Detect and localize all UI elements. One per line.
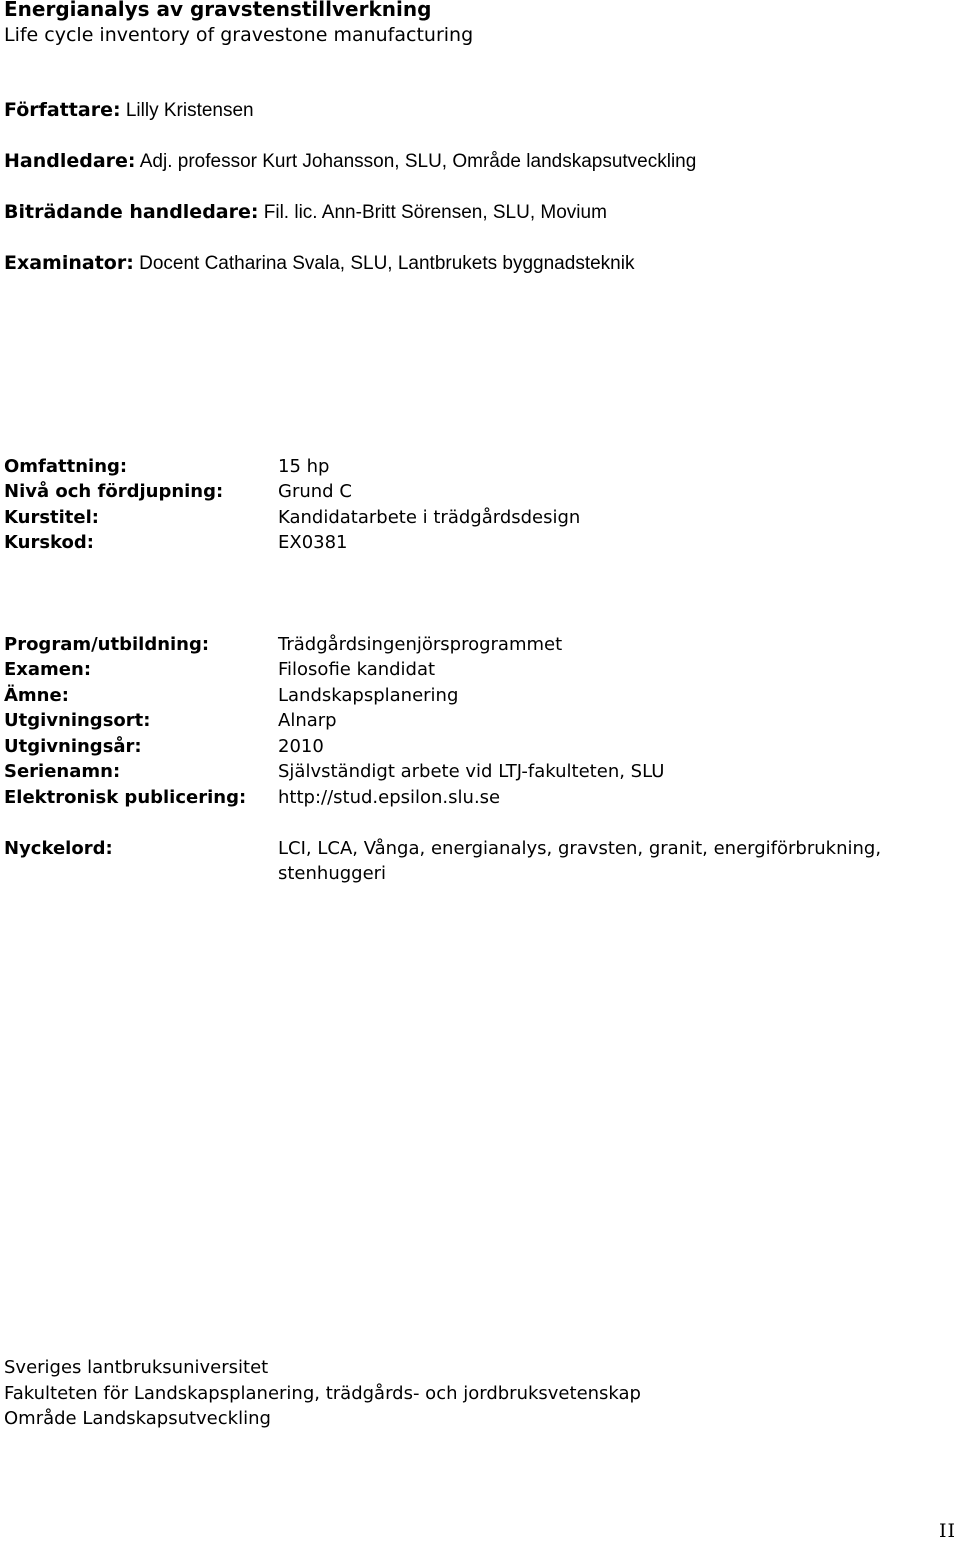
- supervisor-line: [4, 149, 696, 174]
- examiner-value: Docent Catharina Svala, SLU, Lantbrukets byggnadsteknik: [133, 253, 635, 274]
- author-label: Författare:: [4, 99, 121, 121]
- course-scope-label: Omfattning:: [4, 456, 128, 477]
- cosupervisor-value: Fil. lic. Ann-Britt Sörensen, SLU, Movium: [258, 202, 607, 223]
- examiner-line: [4, 251, 634, 276]
- degree-label: Examen:: [4, 659, 92, 680]
- publication-year-value: 2010: [278, 736, 324, 757]
- course-code-label: Kurskod:: [4, 532, 94, 553]
- course-scope-value: 15 hp: [278, 456, 330, 477]
- publication-place-label: Utgivningsort:: [4, 710, 151, 731]
- author-value: Lilly Kristensen: [120, 100, 254, 121]
- program-value: Trädgårdsingenjörsprogrammet: [278, 634, 563, 655]
- subject-value: Landskapsplanering: [278, 685, 459, 706]
- course-level-value: Grund C: [278, 481, 352, 502]
- document-title: Energianalys av gravstenstillverkning: [4, 0, 432, 21]
- subject-label: Ämne:: [4, 685, 69, 706]
- page-number: II: [938, 1520, 956, 1542]
- course-code-value: EX0381: [278, 532, 348, 553]
- examiner-label: Examinator:: [4, 252, 134, 274]
- electronic-publication-label: Elektronisk publicering:: [4, 787, 247, 808]
- cosupervisor-line: [4, 200, 607, 225]
- author-line: [4, 98, 254, 123]
- program-label: Program/utbildning:: [4, 634, 210, 655]
- department-name: Område Landskapsutveckling: [4, 1408, 271, 1429]
- course-level-label: Nivå och fördjupning:: [4, 481, 224, 502]
- series-value: Självständigt arbete vid LTJ-fakulteten, SLU: [278, 761, 665, 782]
- supervisor-label: Handledare:: [4, 150, 136, 172]
- course-title-value: Kandidatarbete i trädgårdsdesign: [278, 507, 581, 528]
- keywords-label: Nyckelord:: [4, 838, 113, 859]
- faculty-name: Fakulteten för Landskapsplanering, trädgårds- och jordbruksvetenskap: [4, 1383, 641, 1404]
- supervisor-value: Adj. professor Kurt Johansson, SLU, Område landskapsutveckling: [135, 151, 697, 172]
- series-label: Serienamn:: [4, 761, 121, 782]
- keywords-value-line1: LCI, LCA, Vånga, energianalys, gravsten, granit, energiförbrukning,: [278, 838, 882, 859]
- degree-value: Filosofie kandidat: [278, 659, 436, 680]
- university-name: Sveriges lantbruksuniversitet: [4, 1357, 269, 1378]
- document-subtitle: Life cycle inventory of gravestone manufacturing: [4, 24, 474, 46]
- electronic-publication-link[interactable]: http://stud.epsilon.slu.se: [278, 787, 501, 808]
- course-title-label: Kurstitel:: [4, 507, 99, 528]
- publication-year-label: Utgivningsår:: [4, 736, 142, 757]
- keywords-value-line2: stenhuggeri: [278, 863, 387, 884]
- publication-place-value: Alnarp: [278, 710, 337, 731]
- cosupervisor-label: Biträdande handledare:: [4, 201, 259, 223]
